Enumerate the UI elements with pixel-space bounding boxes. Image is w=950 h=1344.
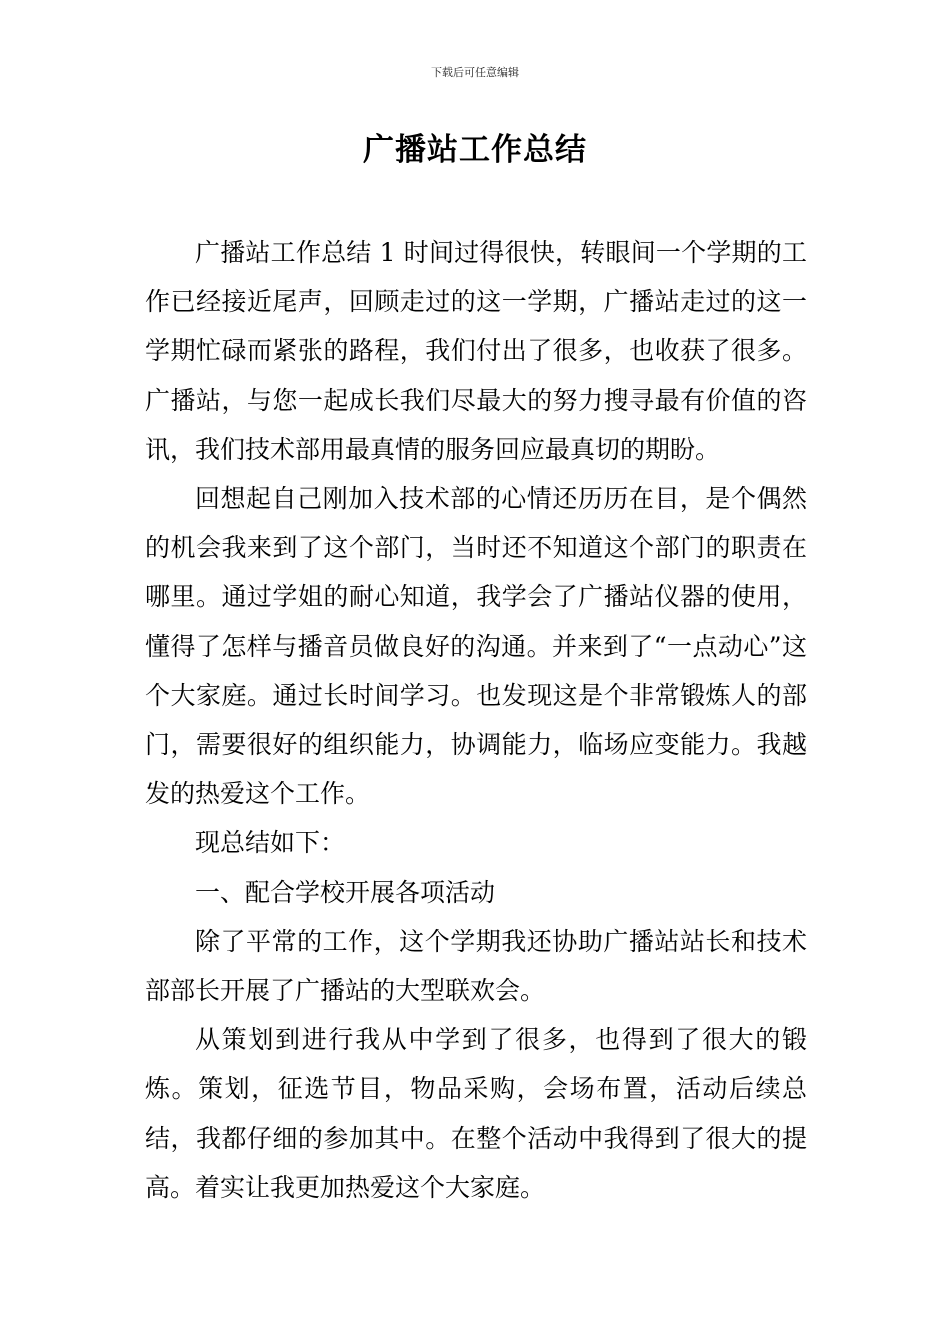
paragraph-intro: 广播站工作总结 1 时间过得很快，转眼间一个学期的工作已经接近尾声，回顾走过的这一学期，广播站走过的这一学期忙碌而紧张的路程，我们付出了很多，也收获了很多。广播站，与您一起成长我们尽最大的努力搜寻最有价值的咨讯，我们技术部用最真情的服务回应最真切的期盼。	[145, 238, 807, 464]
paragraph-activities: 除了平常的工作，这个学期我还协助广播站站长和技术部部长开展了广播站的大型联欢会。	[145, 926, 807, 1006]
paragraph-planning: 从策划到进行我从中学到了很多，也得到了很大的锻炼。策划，征选节目，物品采购，会场布置，活动后续总结，我都仔细的参加其中。在整个活动中我得到了很大的提高。着实让我更加热爱这个大家庭。	[145, 1025, 807, 1202]
header-note: 下载后可任意编辑	[431, 66, 519, 79]
paragraph-summary-lead: 现总结如下：	[195, 828, 346, 858]
section-heading-1: 一、配合学校开展各项活动	[195, 877, 496, 907]
document-body	[145, 228, 807, 1212]
paragraph-recall: 回想起自己刚加入技术部的心情还历历在目，是个偶然的机会我来到了这个部门，当时还不知道这个部门的职责在哪里。通过学姐的耐心知道，我学会了广播站仪器的使用，懂得了怎样与播音员做良好的沟通。并来到了“一点动心”这个大家庭。通过长时间学习。也发现这是个非常锻炼人的部门，需要很好的组织能力，协调能力，临场应变能力。我越发的热爱这个工作。	[145, 484, 807, 809]
document-title: 广播站工作总结	[363, 132, 587, 168]
